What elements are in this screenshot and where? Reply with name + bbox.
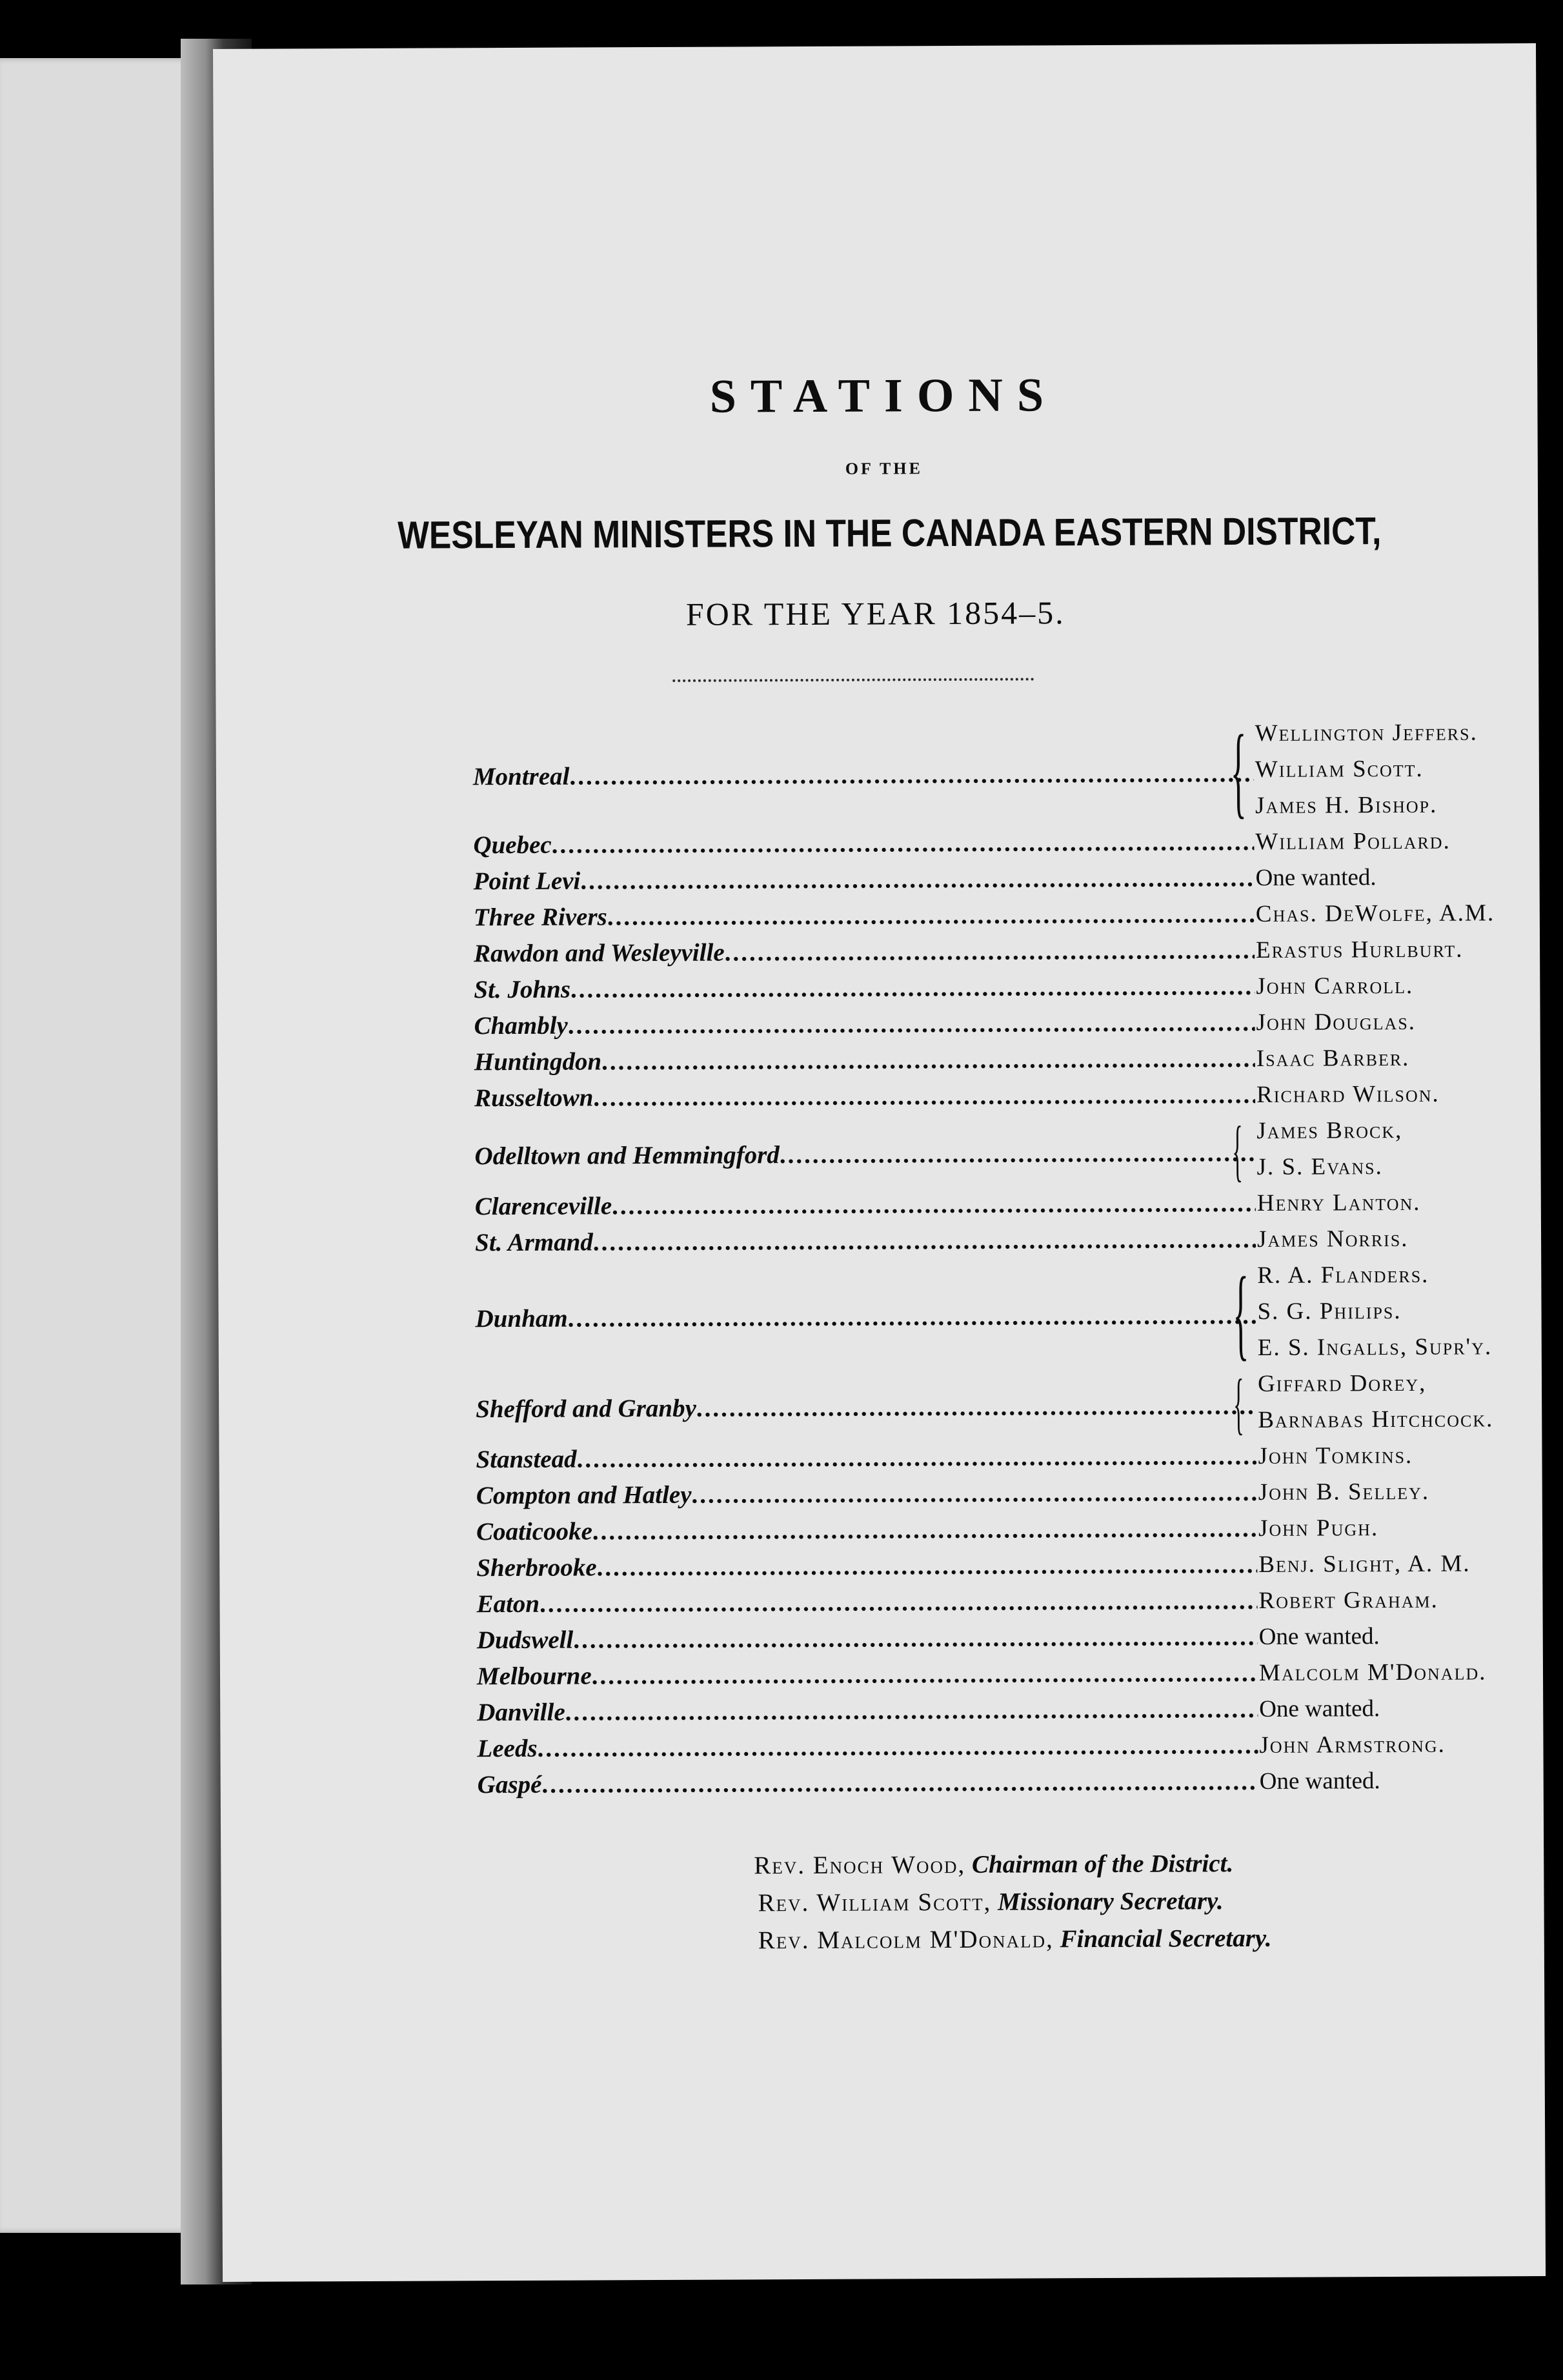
minister-name: J. S. Evans. [1256,1153,1383,1180]
station-row [474,1134,1255,1176]
minister-name: One wanted. [1258,1623,1380,1650]
station-place: Montreal [472,762,570,791]
title-connector: OF THE [845,459,923,478]
station-row [477,1690,1258,1732]
dot-leader [725,931,1255,973]
dot-leader [691,1473,1257,1515]
grouping-brace: { [1233,1256,1249,1371]
officer-line [754,1845,1271,1884]
station-row [474,967,1255,1009]
station-ministers [1255,860,1376,896]
dot-leader [612,1184,1256,1225]
document-page [213,43,1546,2282]
station-row [476,1546,1257,1588]
station-ministers [1256,1004,1416,1041]
station-row [477,1618,1258,1660]
station-ministers [1256,932,1464,969]
officer-role: Missionary Secretary. [997,1887,1224,1916]
minister-name: James Brock, [1256,1116,1403,1144]
station-ministers [1255,823,1451,860]
station-row [476,1509,1257,1551]
station-place: Three Rivers [473,903,607,932]
station-place: Chambly [474,1011,568,1040]
page-content [213,43,1546,2282]
minister-name: James H. Bishop. [1255,791,1438,819]
minister-name: S. G. Philips. [1257,1297,1402,1325]
station-row [474,1076,1255,1118]
station-row [473,754,1254,796]
dot-leader [539,1582,1258,1624]
dot-leader [607,895,1255,936]
minister-name: Richard Wilson. [1256,1080,1440,1108]
station-place: Rawdon and Wesleyville [474,938,725,968]
station-place: Stanstead [476,1445,577,1474]
station-ministers [1260,1763,1380,1800]
station-ministers [1256,1076,1440,1113]
minister-name: Erastus Hurlburt. [1256,936,1464,963]
station-place: Eaton [476,1589,540,1619]
station-ministers [1259,1654,1487,1691]
station-ministers [1258,1546,1471,1583]
minister-name: John Douglas. [1256,1008,1417,1036]
station-place: Huntingdon [474,1047,602,1076]
station-ministers [1256,968,1413,1005]
minister-name: One wanted. [1255,864,1376,891]
station-ministers [1257,1221,1409,1258]
minister-name: James Norris. [1256,1225,1409,1253]
station-place: Dudswell [476,1626,574,1655]
station-row [475,1220,1256,1262]
dot-leader [570,967,1255,1009]
station-place: Clarenceville [474,1192,612,1221]
dot-leader [576,1437,1256,1479]
station-ministers [1255,714,1478,824]
officer-name: Rev. Malcolm M'Donald, [758,1925,1054,1955]
officer-name: Rev. William Scott, [758,1888,992,1917]
station-place: St. Armand [474,1228,593,1257]
station-ministers [1259,1727,1446,1764]
station-ministers [1257,1185,1421,1222]
station-row [476,1387,1256,1429]
year-line: FOR THE YEAR 1854–5. [685,594,1065,632]
page-title: STATIONS [709,368,1058,423]
dot-leader [780,1134,1256,1175]
station-row [477,1654,1258,1696]
grouping-brace: { [1233,1366,1244,1442]
station-ministers [1258,1510,1378,1547]
station-place: Melbourne [476,1662,592,1691]
station-ministers [1257,1256,1492,1366]
station-row [474,1040,1255,1082]
station-row [473,823,1254,865]
dot-leader [573,1618,1258,1660]
dot-leader [580,859,1255,901]
station-row [476,1437,1256,1479]
minister-name: One wanted. [1259,1695,1380,1722]
minister-name: William Pollard. [1255,827,1451,855]
minister-name: John Armstrong. [1259,1731,1446,1759]
minister-name: John Tomkins. [1258,1442,1413,1469]
station-place: Shefford and Granby [476,1394,696,1424]
dot-leader [597,1546,1258,1587]
station-place: Sherbrooke [476,1553,597,1582]
officer-line [758,1882,1271,1922]
station-row [474,931,1255,973]
station-row [475,1184,1256,1226]
dot-leader [592,1509,1257,1551]
station-place: Leeds [477,1734,538,1763]
station-ministers [1259,1691,1380,1728]
station-row [476,1473,1257,1515]
officer-role: Chairman of the District. [971,1850,1234,1879]
dot-leader [568,1296,1256,1338]
station-row [474,859,1255,901]
officer-name: Rev. Enoch Wood, [754,1850,966,1880]
minister-name: Barnabas Hitchcock. [1258,1406,1494,1433]
dot-leader [537,1726,1258,1768]
station-ministers [1258,1582,1438,1619]
station-place: Dunham [475,1304,568,1333]
station-ministers [1258,1365,1494,1438]
dot-leader [592,1654,1258,1696]
dot-leader [541,1762,1258,1804]
minister-name: Isaac Barber. [1256,1044,1410,1072]
officer-role: Financial Secretary. [1060,1924,1272,1953]
station-row [474,895,1255,937]
minister-name: John Carroll. [1256,972,1414,1000]
minister-name: John B. Selley. [1258,1478,1430,1506]
minister-name: Robert Graham. [1258,1586,1438,1614]
minister-name: Chas. DeWolfe, A.M. [1255,900,1495,927]
station-place: Coaticooke [476,1517,592,1546]
station-ministers [1256,895,1495,933]
station-place: Gaspé [477,1770,542,1799]
main-heading: WESLEYAN MINISTERS IN THE CANADA EASTERN DISTRICT, [398,509,1382,557]
minister-name: William Scott. [1255,755,1424,783]
dot-leader [552,823,1255,865]
station-ministers [1258,1438,1413,1475]
station-row [478,1762,1258,1804]
minister-name: E. S. Ingalls, Supr'y. [1257,1333,1493,1361]
station-row [474,1003,1255,1045]
station-ministers [1256,1113,1403,1185]
station-row [476,1582,1257,1624]
station-ministers [1259,1619,1380,1655]
dot-leader [565,1690,1258,1732]
dot-leader [568,1003,1255,1045]
station-place: St. Johns [474,975,571,1004]
dot-leader [601,1040,1255,1081]
station-ministers [1258,1474,1430,1511]
dot-leader [569,754,1254,796]
minister-name: Benj. Slight, A. M. [1258,1550,1471,1578]
district-officers [754,1845,1271,1959]
dot-leader [593,1220,1256,1262]
minister-name: Henry Lanton. [1256,1189,1421,1216]
dot-leader [696,1387,1257,1428]
station-place: Compton and Hatley [476,1480,692,1510]
minister-name: One wanted. [1259,1768,1380,1795]
station-place: Russeltown [474,1084,594,1113]
minister-name: Malcolm M'Donald. [1258,1659,1487,1686]
station-ministers [1256,1040,1410,1077]
grouping-brace: { [1230,714,1247,829]
station-place: Point Levi [473,867,581,896]
minister-name: John Pugh. [1258,1515,1379,1542]
station-place: Odelltown and Hemmingford [474,1141,780,1171]
grouping-brace: { [1232,1113,1244,1189]
dot-leader [593,1076,1255,1117]
minister-name: Wellington Jeffers. [1255,719,1478,747]
minister-name: Giffard Dorey, [1257,1369,1427,1397]
station-row [477,1726,1258,1768]
station-place: Quebec [473,831,552,860]
dotted-rule [672,678,1034,681]
minister-name: R. A. Flanders. [1257,1261,1429,1289]
left-facing-page [0,58,208,2233]
station-place: Danville [477,1698,565,1727]
officer-line [758,1920,1272,1959]
station-row [475,1296,1256,1338]
